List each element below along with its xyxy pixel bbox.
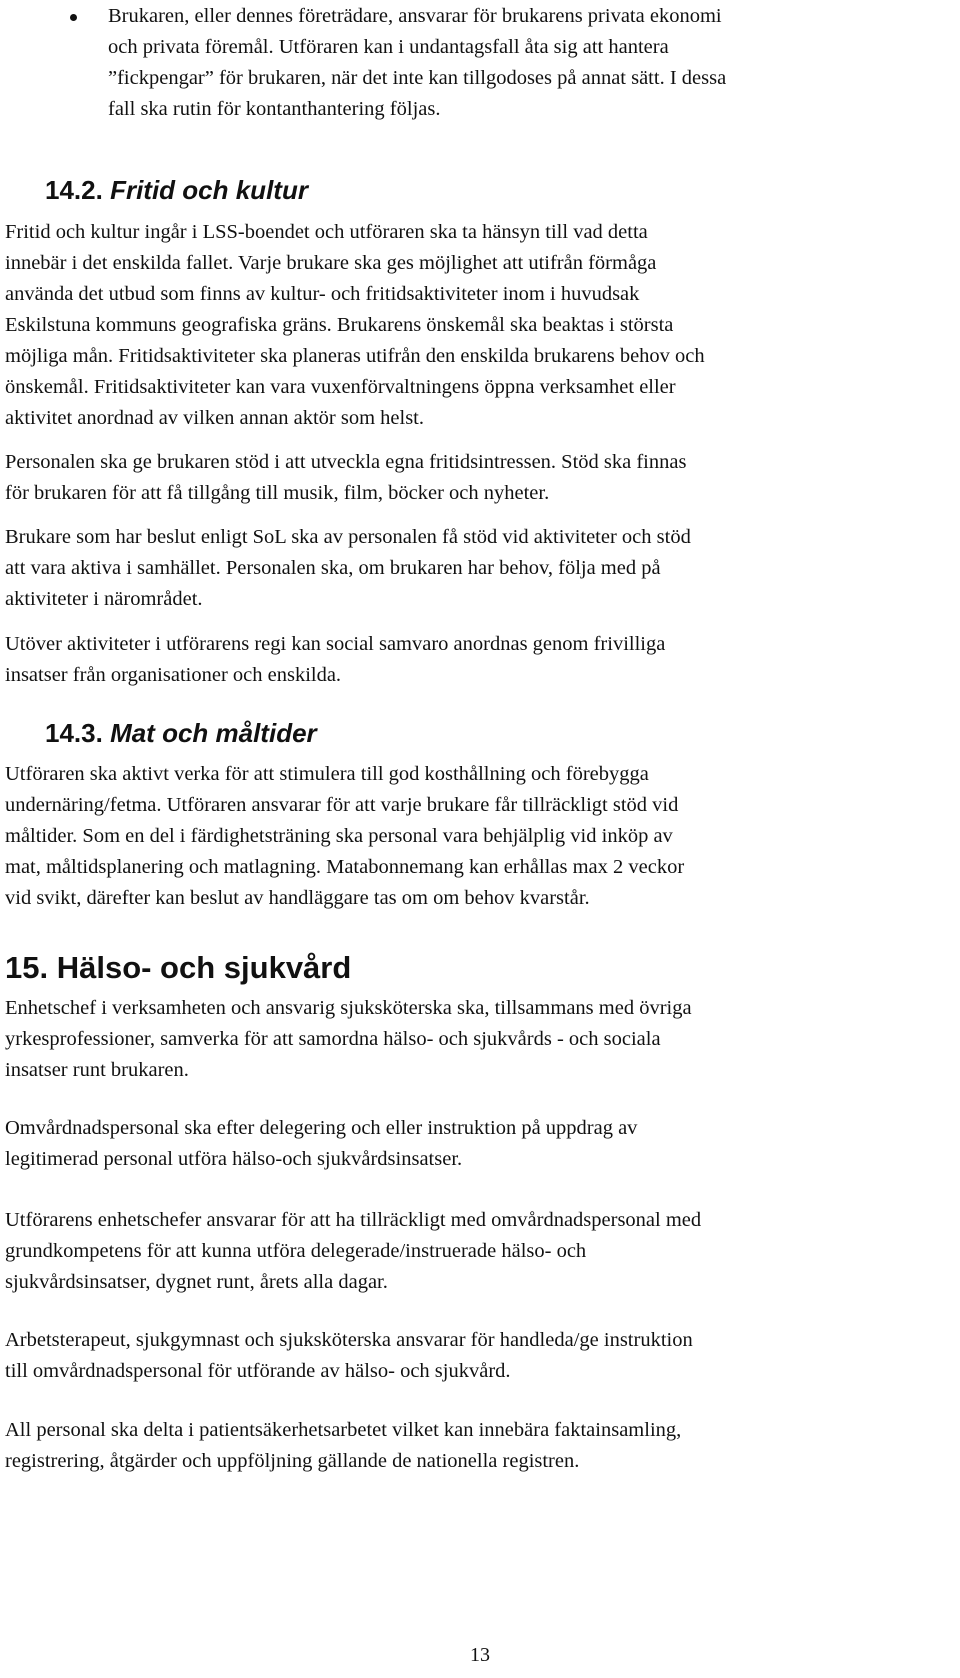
paragraph: Omvårdnadspersonal ska efter delegering och eller instruktion på uppdrag av legitimerad personal utföra hälso-och sjukvårdsinsatser.: [5, 1117, 638, 1170]
paragraph: Brukare som har beslut enligt SoL ska av personalen få stöd vid aktiviteter och stöd att vara aktiva i samhället. Personalen ska, om brukaren har behov, följa med på aktiviteter i närområdet.: [5, 526, 691, 610]
paragraph: Enhetschef i verksamheten och ansvarig sjuksköterska ska, tillsammans med övriga yrkesprofessioner, samverka för att samordna hälso- och sjukvårds - och sociala insatser runt brukaren.: [5, 997, 692, 1081]
section-heading-14-2: [45, 173, 308, 207]
paragraph: Utföraren ska aktivt verka för att stimulera till god kosthållning och förebygga undernäring/fetma. Utföraren ansvarar för att varje brukare får tillräckligt stöd vid måltider. Som en del i färdighetsträning ska personal vara behjälplig vid inköp av mat, måltidsplanering och matlagning. Matabonnemang kan erhållas max 2 veckor vid svikt, därefter kan beslut av handläggare tas om om behov kvarstår.: [5, 763, 685, 909]
paragraph: Utförarens enhetschefer ansvarar för att ha tillräckligt med omvårdnadspersonal med grundkompetens för att kunna utföra delegerade/instruerade hälso- och sjukvårdsinsatser, dygnet runt, årets alla dagar.: [5, 1209, 702, 1293]
bullet-icon: [70, 14, 77, 21]
section-number: 14.3.: [45, 718, 103, 748]
section-heading-14-3: [45, 716, 317, 750]
paragraph: Arbetsterapeut, sjukgymnast och sjuksköterska ansvarar för handleda/ge instruktion till omvårdnadspersonal för utförande av hälso- och sjukvård.: [5, 1329, 693, 1382]
section-title: Mat och måltider: [110, 718, 317, 748]
section-number: 14.2.: [45, 175, 103, 205]
bullet-text: Brukaren, eller dennes företrädare, ansvarar för brukarens privata ekonomi och privata föremål. Utföraren kan i undantagsfall åta sig att hantera ”fickpengar” för brukaren, när det inte kan tillgodoses på annat sätt. I dessa fall ska rutin för kontanthantering följas.: [108, 5, 727, 120]
section-title: Fritid och kultur: [110, 175, 308, 205]
paragraph: Fritid och kultur ingår i LSS-boendet och utföraren ska ta hänsyn till vad detta innebär i det enskilda fallet. Varje brukare ska ges möjlighet att utifrån förmåga använda det utbud som finns av kultur- och fritidsaktiviteter inom i huvudsak Eskilstuna kommuns geografiska gräns. Brukarens önskemål ska beaktas i största möjliga mån. Fritidsaktiviteter ska planeras utifrån den enskilda brukarens behov och önskemål. Fritidsaktiviteter kan vara vuxenförvaltningens öppna verksamhet eller aktivitet anordnad av vilken annan aktör som helst.: [5, 221, 705, 429]
paragraph: Personalen ska ge brukaren stöd i att utveckla egna fritidsintressen. Stöd ska finnas för brukaren för att få tillgång till musik, film, böcker och nyheter.: [5, 451, 687, 504]
page-number: 13: [470, 1644, 490, 1666]
chapter-heading-15: 15. Hälso- och sjukvård: [5, 950, 352, 985]
paragraph: Utöver aktiviteter i utförarens regi kan social samvaro anordnas genom frivilliga insatser från organisationer och enskilda.: [5, 633, 666, 686]
paragraph: All personal ska delta i patientsäkerhetsarbetet vilket kan innebära faktainsamling, registrering, åtgärder och uppföljning gällande de nationella registren.: [5, 1419, 682, 1472]
